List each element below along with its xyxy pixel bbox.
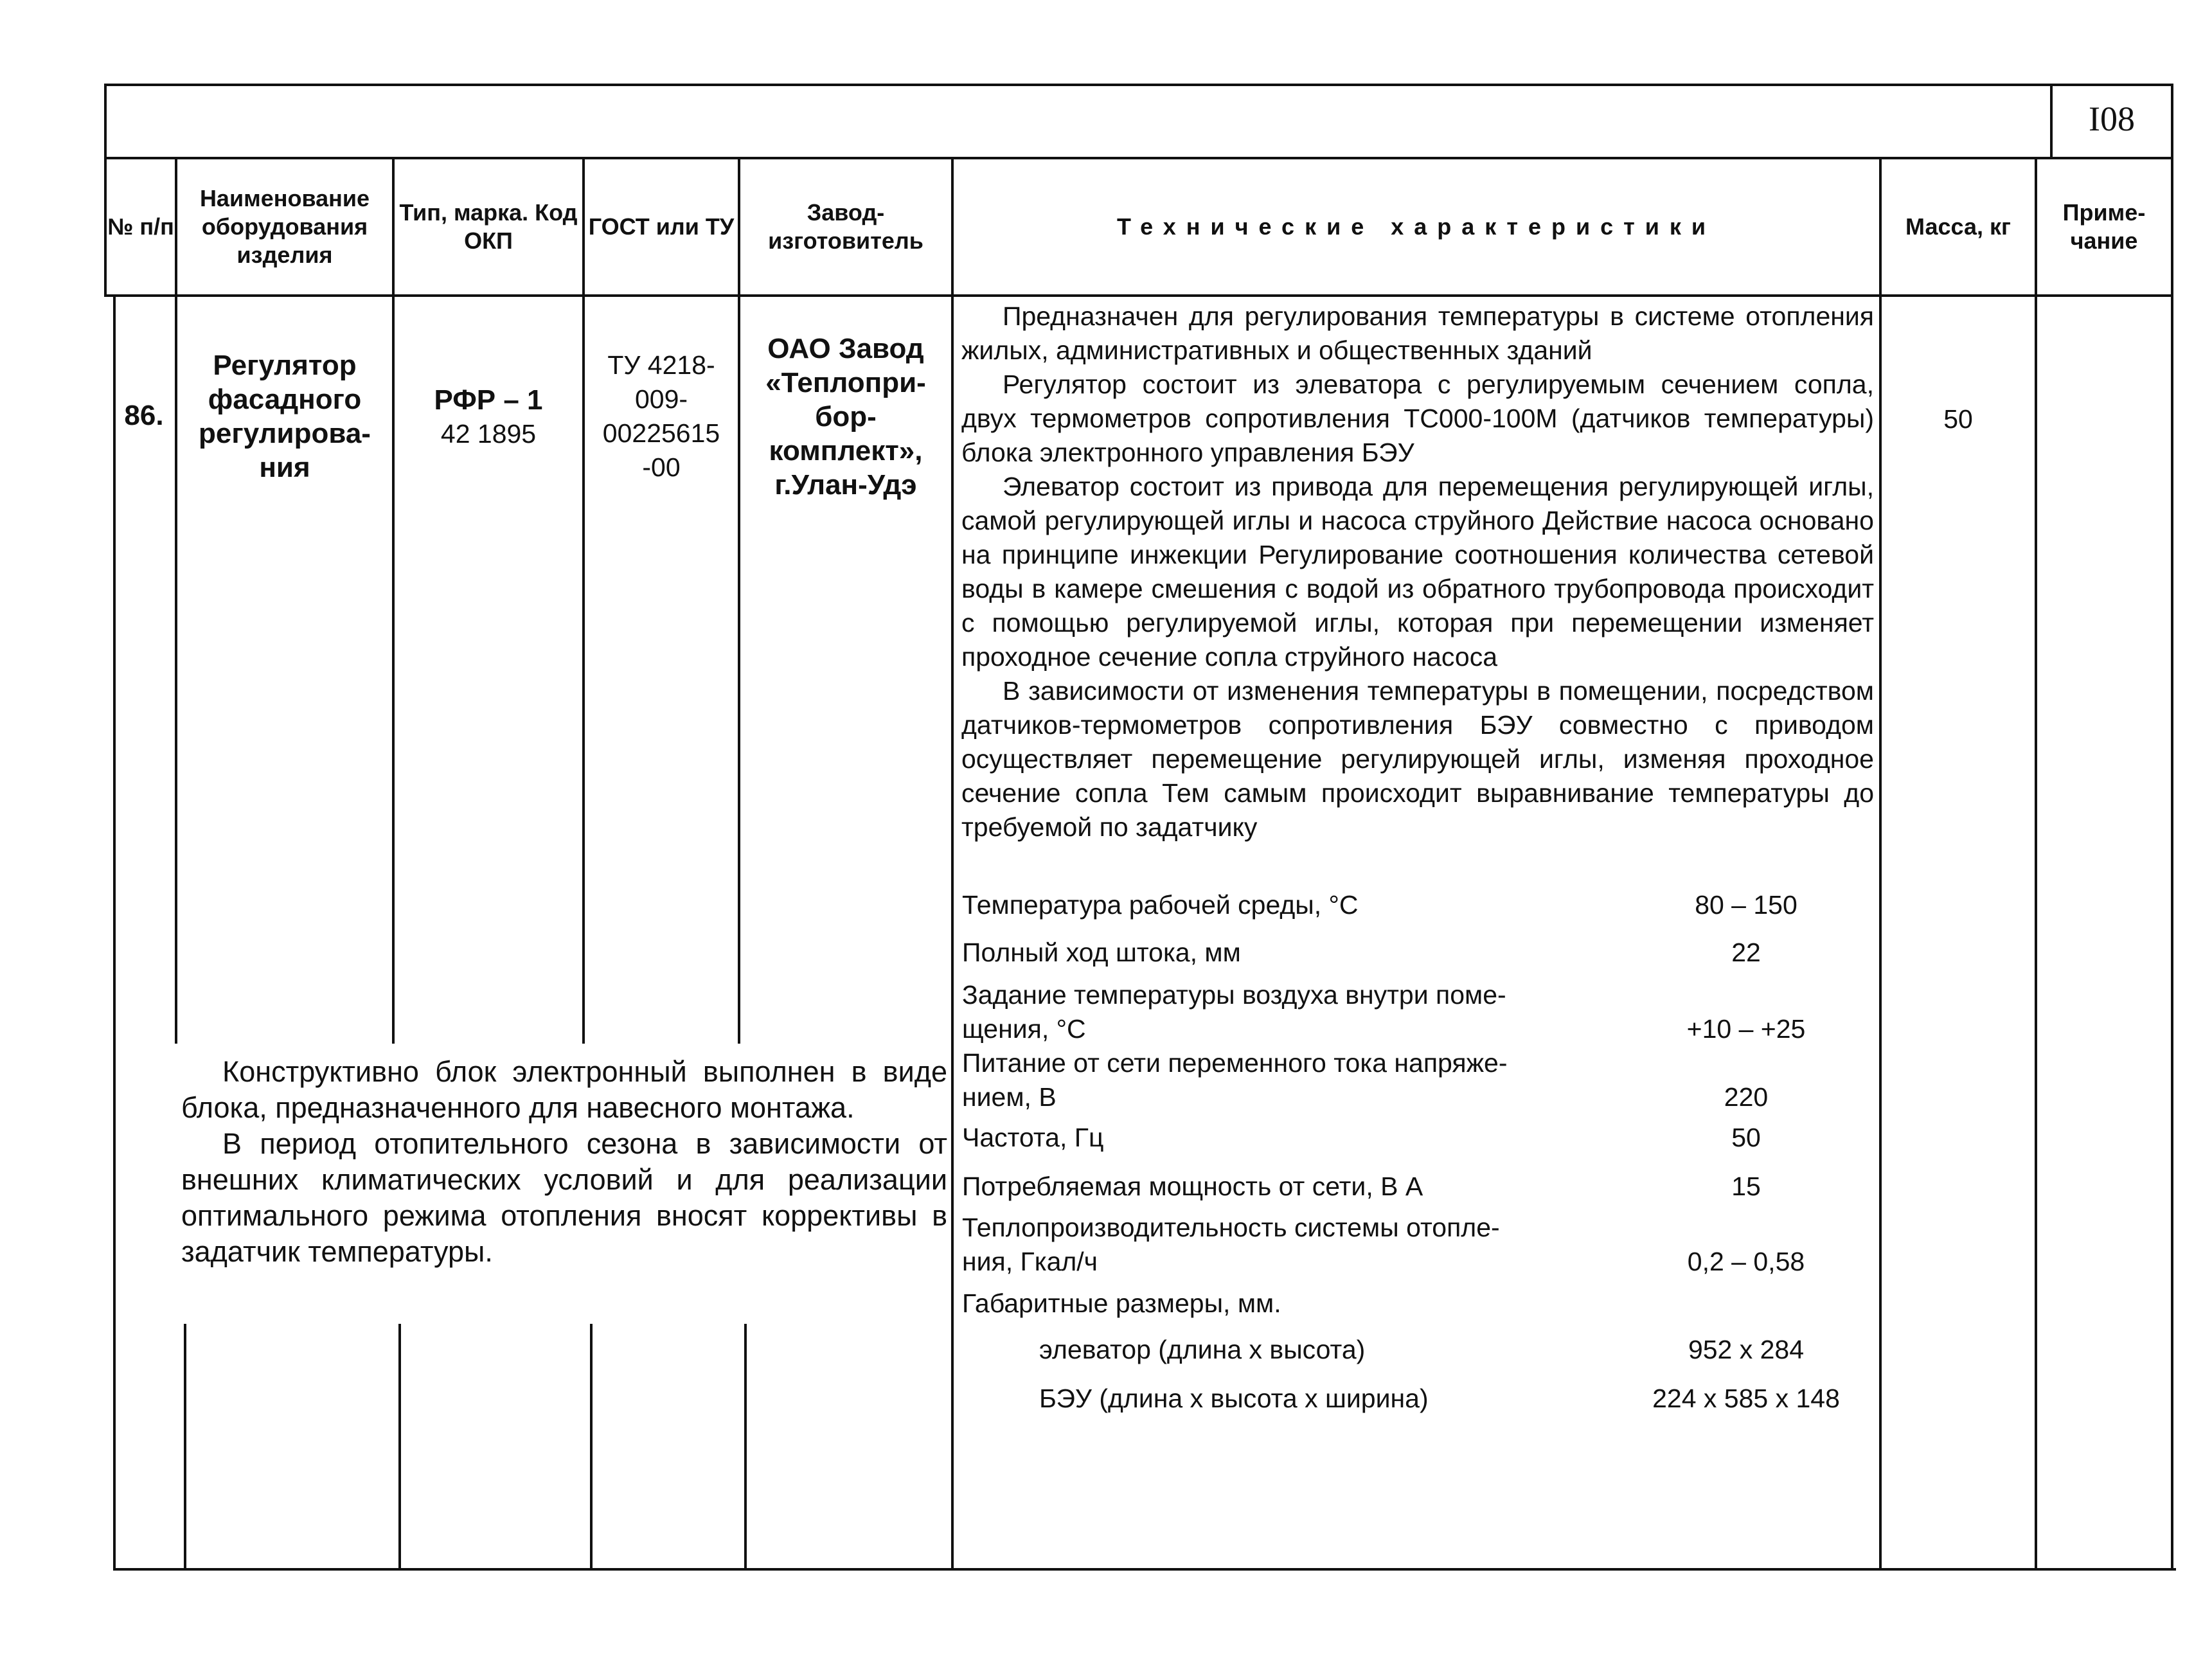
spec-value: 15: [1731, 1172, 1761, 1201]
okp-code: 42 1895: [440, 419, 537, 449]
header-note: Приме-чание: [2062, 199, 2146, 254]
header-maker: Завод-изготовитель: [768, 199, 923, 254]
spec-label-line: нием, В: [962, 1082, 1057, 1112]
spec-label-line: щения, °С: [962, 1014, 1086, 1044]
manufacturer-line: г.Улан-Удэ: [774, 469, 917, 501]
spec-label-line: Задание температуры воздуха внутри поме-: [962, 980, 1506, 1010]
spec-label: [962, 1211, 1500, 1279]
description-paragraph: Регулятор состоит из элеватора с регулируемым сечением сопла, двух термометров сопротивления ТС000-100М (датчиков температуры) блока электронного управления БЭУ: [961, 370, 1874, 467]
page-number-box-left: [2050, 84, 2053, 158]
manufacturer-line: бор-: [815, 401, 877, 432]
spec-label: элеватор (длина х высота): [1039, 1335, 1366, 1364]
col-divider-2-lower: [398, 1324, 401, 1571]
header-num: № п/п: [107, 213, 174, 240]
col-divider-5: [951, 157, 954, 1571]
spec-label: Частота, Гц: [962, 1123, 1104, 1152]
spec-value: 80 – 150: [1695, 890, 1797, 920]
header-bottom-border: [104, 294, 2172, 297]
type-mark: РФР – 1: [434, 384, 543, 416]
header-tech: Технические характеристики: [1116, 213, 1717, 240]
spec-value: 220: [1724, 1082, 1769, 1112]
spec-label: [962, 978, 1506, 1046]
gost-line: 00225615: [602, 418, 720, 448]
spec-label: Габаритные размеры, мм.: [962, 1288, 1281, 1318]
manufacturer-line: «Теплопри-: [765, 367, 926, 398]
description-paragraph: В зависимости от изменения температуры в помещении, посредством датчиков-термометров сопротивления БЭУ совместно с приводом осуществляет перемещение регулирующей иглы, изменяя проходное сечение сопла Тем самым происходит выравнивание температуры до требуемой по задатчику: [961, 676, 1874, 842]
table-top-border: [104, 84, 2172, 86]
equipment-name-line: фасадного: [208, 384, 362, 415]
col-divider-7: [2035, 157, 2037, 1571]
manufacturer-cell: [740, 332, 951, 502]
spec-label-line: Теплопроизводительность системы отопле-: [962, 1213, 1500, 1242]
equipment-name: [177, 348, 392, 485]
manufacturer-line: комплект»,: [769, 435, 923, 467]
spec-label-line: ния, Гкал/ч: [962, 1247, 1098, 1276]
table-bottom-border: [113, 1568, 2176, 1571]
header-type: Тип, марка. Код ОКП: [399, 199, 578, 254]
mass-value: 50: [1943, 404, 1973, 434]
page-number: I08: [2089, 100, 2135, 138]
construction-note: [181, 1054, 947, 1270]
equipment-name-line: регулирова-: [199, 418, 371, 449]
spec-label: Температура рабочей среды, °С: [962, 890, 1359, 920]
spec-value: 952 х 284: [1688, 1335, 1805, 1364]
col-divider-3-lower: [590, 1324, 593, 1571]
col-divider-4-lower: [744, 1324, 747, 1571]
manufacturer-line: ОАО Завод: [767, 333, 924, 364]
type-cell: [395, 383, 582, 451]
col-divider-1-lower: [184, 1324, 186, 1571]
row-number: 86.: [124, 400, 164, 431]
gost-line: -00: [642, 452, 681, 482]
table-right-border: [2171, 84, 2173, 1571]
table-left-border-lower: [113, 294, 116, 1571]
spec-value: +10 – +25: [1686, 1014, 1806, 1044]
description-paragraph: Предназначен для регулирования температуры в системе отопления жилых, административных и общественных зданий: [961, 301, 1874, 365]
header-gost: ГОСТ или ТУ: [588, 213, 735, 240]
header-mass: Масса, кг: [1905, 213, 2011, 240]
spec-label: Полный ход штока, мм: [962, 938, 1241, 967]
tech-description: [961, 299, 1874, 844]
equipment-name-line: Регулятор: [213, 350, 357, 381]
header-name: Наименование оборудования изделия: [199, 185, 370, 268]
gost-line: 009-: [634, 384, 688, 414]
spec-value: 22: [1731, 938, 1761, 967]
note-paragraph: Конструктивно блок электронный выполнен в виде блока, предназначенного для навесного монтажа.: [181, 1055, 947, 1124]
spec-label: [962, 1046, 1507, 1114]
spec-value: 0,2 – 0,58: [1687, 1247, 1805, 1276]
spec-value: 50: [1731, 1123, 1761, 1152]
col-divider-6: [1879, 157, 1882, 1571]
equipment-name-line: ния: [259, 452, 310, 483]
gost-cell: [585, 348, 738, 485]
note-paragraph: В период отопительного сезона в зависимости от внешних климатических условий и для реализации оптимального режима отопления вносят коррективы в задатчик температуры.: [181, 1127, 947, 1268]
spec-value: 224 х 585 х 148: [1652, 1384, 1840, 1413]
description-paragraph: Элеватор состоит из привода для перемещения регулирующей иглы, самой регулирующей иглы и насоса струйного Действие насоса основано на принципе инжекции Регулирование соотношения количества сетевой воды в камере смешения с водой из обратного трубопровода происходит с помощью регулируемой иглы, которая при перемещении изменяет проходное сечение сопла струйного насоса: [961, 472, 1874, 672]
spec-label: БЭУ (длина х высота х ширина): [1039, 1384, 1429, 1413]
spec-label: Потребляемая мощность от сети, В А: [962, 1172, 1423, 1201]
spec-label-line: Питание от сети переменного тока напряже-: [962, 1048, 1508, 1078]
gost-line: ТУ 4218-: [607, 350, 715, 380]
